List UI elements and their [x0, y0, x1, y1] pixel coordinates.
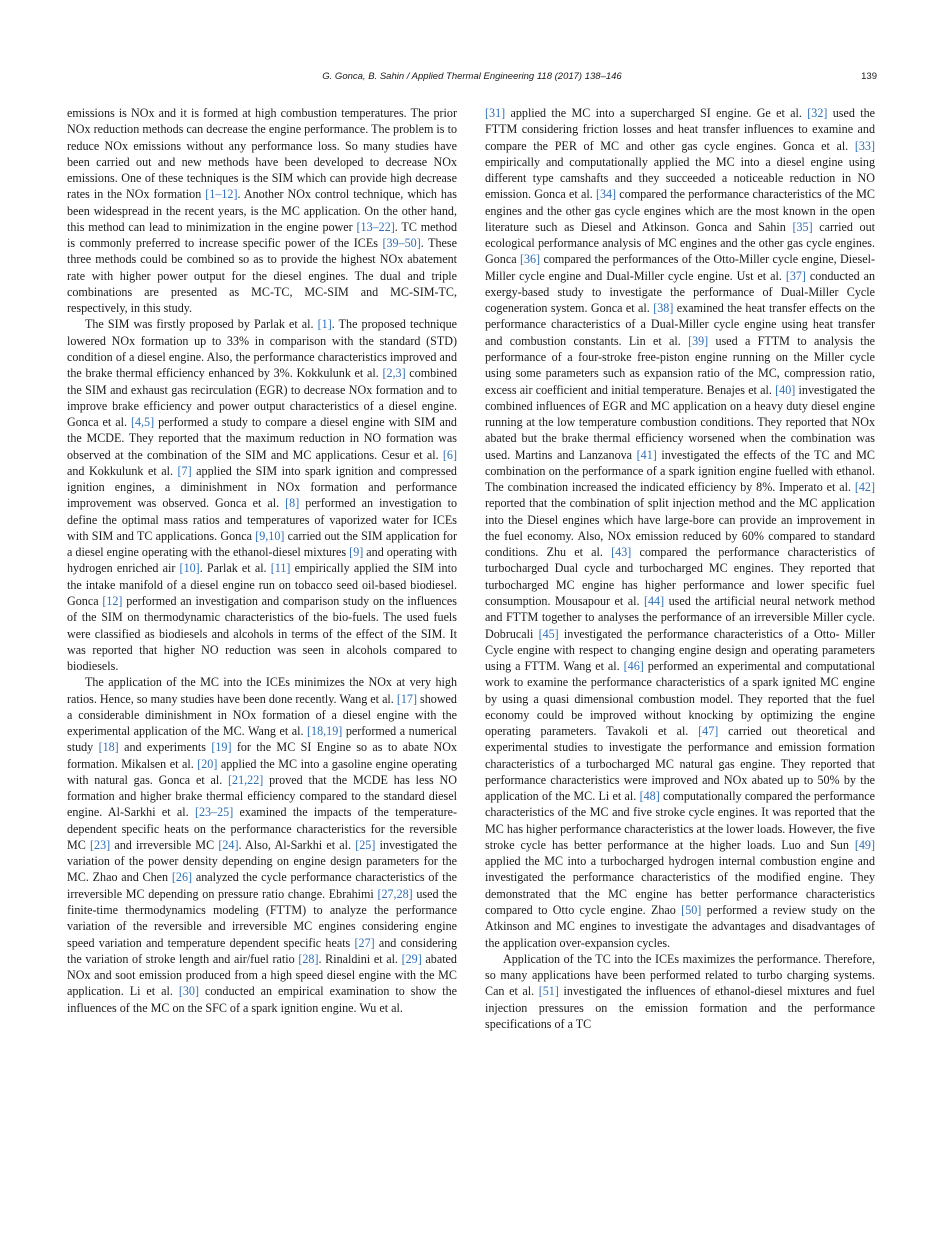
citation-link[interactable]: [1]	[317, 317, 332, 332]
body-text: proved that the MCDE has less NO formation and higher brake thermal efficiency compared to the standard diesel engine. Al-Sarkhi et al.	[67, 772, 458, 820]
body-text: compared the performance characteristics of turbocharged Dual cycle and turbocharged MC engines. They reported that turbocharged MC engine has higher performance and lower specific fuel consumption. Mousapour et al.	[485, 545, 876, 608]
left-text-column	[67, 105, 457, 1016]
body-text: and experiments	[118, 740, 212, 755]
citation-link[interactable]: [11]	[270, 561, 291, 576]
citation-link[interactable]: [17]	[396, 691, 417, 706]
page-number: 139	[861, 71, 877, 82]
citation-link[interactable]: [28]	[298, 951, 319, 966]
body-text: showed a considerable diminishment in NOx formation of a diesel engine with the experimental application of the MC. Wang et al.	[67, 691, 457, 739]
citation-link[interactable]: [23]	[90, 837, 111, 852]
citation-link[interactable]: [25]	[355, 837, 376, 852]
citation-link[interactable]: [21,22]	[228, 772, 264, 787]
body-text: investigated the influences of ethanol-diesel mixtures and fuel injection pressures on the emission formation and the performance specifications of a TC	[485, 984, 876, 1031]
body-text: carried out ecological performance analysis of MC engines and the other gas cycle engines. Gonca	[485, 219, 875, 267]
body-text: performed an investigation to define the optimal mass ratios and temperatures of vaporized water for ICEs with SIM and TC applications. Gonca	[67, 496, 457, 543]
body-text: abated NOx and soot emission produced from a high speed diesel engine with the MC application. Li et al.	[67, 951, 457, 999]
body-text: investigated the effects of the TC and MC combination on the performance of a spark ignition engine fuelled with ethanol. The combination increased the indicated efficiency by 8%. Imperato et al.	[485, 447, 875, 495]
body-text: investigated the combined influences of EGR and MC application on a heavy duty diesel engine running at the low temperature combustion conditions. They reported that NOx abated but the brake thermal efficiency worsened when the combination was used. Martins and Lanzanova	[485, 382, 876, 462]
right-text-column	[485, 105, 875, 1032]
body-text: . The proposed technique lowered NOx formation up to 33% in comparison with the standard (STD) condition of a diesel engine. Also, the performance characteristics improved and the brake thermal efficiency enhanced by 3%. Kokkulunk et al.	[67, 317, 457, 381]
citation-link[interactable]: [2,3]	[382, 366, 406, 381]
citation-link[interactable]: [39]	[688, 333, 709, 348]
body-text: used the finite-time thermodynamics modeling (FTTM) to analyze the performance variation of the reversible and irreversible MC engines considering engine speed variation and temperature dependent specific heats	[67, 886, 457, 950]
body-text: performed a review study on the Atkinson and MC engines to investigate the advantages and disadvantages of the application over-expansion cycles.	[485, 903, 875, 950]
body-text: applied the MC into a supercharged SI engine. Ge et al.	[505, 106, 808, 120]
citation-link[interactable]: [36]	[519, 252, 541, 267]
citation-link[interactable]: [41]	[636, 447, 657, 462]
body-text: used the artificial neural network method and FTTM together to analyses the performance of an irreversible Miller cycle. Dobrucali	[485, 593, 875, 641]
body-text: and considering the variation of stroke length and air/fuel ratio	[67, 935, 458, 966]
citation-link[interactable]: [20]	[197, 756, 218, 771]
citation-link[interactable]: [37]	[785, 268, 806, 283]
paragraph	[485, 105, 875, 951]
citation-link[interactable]: [43]	[611, 545, 632, 560]
body-text: empirically and computationally applied the MC into a diesel engine using different type camshafts and they succeeded a noticeable reduction in NO emission. Gonca et al.	[485, 154, 875, 202]
paragraph	[485, 951, 875, 1032]
body-text: and Kokkulunk et al.	[67, 463, 178, 478]
body-text: combined the SIM and exhaust gas recirculation (EGR) to decrease NOx formation and to improve brake efficiency and power output characteristics of a diesel engine. Gonca et al.	[67, 366, 457, 430]
citation-link[interactable]: [30]	[178, 984, 199, 999]
citation-link[interactable]: [7]	[177, 463, 192, 478]
citation-link[interactable]: [26]	[171, 870, 193, 885]
citation-link[interactable]: [27]	[354, 935, 375, 950]
body-text: applied the MC into a turbocharged hydrogen internal combustion engine and investigated the performance characteristics of the modified engine. They demonstrated that the MC engine has better performance characteristics compared to Otto cycle engine. Zhao	[485, 854, 875, 918]
paragraph	[67, 105, 457, 316]
citation-link[interactable]: [50]	[681, 903, 702, 918]
citation-link[interactable]: [33]	[854, 138, 875, 153]
body-text: performed a study to compare a diesel engine with SIM and the MCDE. They reported that the maximum reduction in NO formation was observed at the combination of the SIM and MC applications. Cesur et al.	[67, 415, 457, 462]
body-text: Application of the TC into the ICEs maximizes the performance. Therefore, so many applications have been performed related to turbo charging systems. Can et al.	[485, 951, 875, 999]
body-text: . These three methods could be combined so as to provide the highest NOx abatement rate with higher power output for the diesel engines. The dual and triple combinations are presented as MC-TC, MC-SIM and MC-SIM-TC, respectively, in this study.	[67, 236, 457, 316]
body-text: and irreversible MC	[110, 837, 219, 852]
body-text: . Rinaldini et al.	[318, 951, 402, 966]
citation-link[interactable]: [4,5]	[130, 415, 155, 430]
body-text: . Another NOx control technique, which has been widespread in the recent years, is the MC application. On the other hand, this method can lead to minimization in the engine power	[67, 187, 457, 234]
citation-link[interactable]: [46]	[623, 659, 644, 674]
citation-link[interactable]: [24]	[218, 837, 239, 852]
body-text: examined the heat transfer effects on the performance characteristics of a Dual-Miller cycle engine using heat transfer and combustion constants. Lin et al.	[485, 301, 876, 348]
citation-link[interactable]: [34]	[595, 187, 617, 202]
body-text: carried out theoretical and experimental studies to investigate the performance and emission formation characteristics of a turbocharged MC natural gas engine. They reported that performance characteristics were improved and NOx abated up to 50% by the application of the MC. Li et al.	[485, 724, 876, 804]
body-text: conducted an empirical examination to show the influences of the MC on the SFC of a spark ignition engine. Wu et al.	[67, 984, 458, 1015]
citation-link[interactable]: [51]	[538, 984, 559, 999]
body-text: investigated the variation of the power density depending on engine design parameters for the MC. Zhao and Chen	[67, 837, 458, 885]
citation-link[interactable]: [12]	[102, 593, 123, 608]
body-text: reported that the combination of split injection method and the MC application into the Diesel engines which have large-bore can provide an improvement in the fuel economy. Also, NOx emission reduced by 60% compared to standard conditions. Zhu et al.	[485, 496, 875, 560]
body-text: conducted an exergy-based study to investigate the performance of Dual-Miller Cycle cogeneration system. Gonca et al.	[485, 268, 875, 316]
paragraph	[67, 674, 457, 1016]
body-text: . Also, Al-Sarkhi et al.	[238, 837, 356, 852]
citation-link[interactable]: [31]	[485, 106, 506, 120]
citation-link[interactable]: [45]	[538, 626, 559, 641]
body-text: performed an investigation and comparison study on the influences of the SIM on thermodynamic characteristics of the bio-fuels. The used fuels were classified as biodiesels and alcohols in terms of the effect of the SIM. It was reported that higher NO reduction was seen in alcohols compared to biodiesels.	[67, 593, 457, 674]
body-text: . TC method is commonly preferred to increase specific power of the ICEs	[67, 219, 457, 251]
body-text: compared the performance characteristics of the MC engines and the other gas cycle engines which are the most known in the open literature such as Diesel and Atkinson. Gonca and Sahin	[485, 187, 875, 234]
body-text: The SIM was firstly proposed by Parlak et al.	[85, 317, 318, 332]
citation-link[interactable]: [23–25]	[194, 805, 234, 820]
citation-link[interactable]: [29]	[401, 951, 422, 966]
paragraph	[67, 316, 457, 674]
body-text: investigated the performance characteristics of a Otto- Miller Cycle engine with respect to changing engine design and operating parameters using a FTTM. Wang et al.	[485, 626, 875, 674]
body-text: for the MC SI Engine so as to abate NOx formation. Mikalsen et al.	[67, 740, 457, 771]
citation-link[interactable]: [39–50]	[382, 236, 421, 251]
citation-link[interactable]: [49]	[854, 837, 875, 852]
body-text: applied the MC into a gasoline engine operating with natural gas. Gonca et al.	[67, 756, 457, 787]
body-text: compared the performances of the Otto-Miller cycle engine, Diesel-Miller cycle engine and Dual-Miller cycle engine. Ust et al.	[485, 252, 875, 283]
citation-link[interactable]: [48]	[639, 789, 660, 804]
body-text: analyzed the cycle performance characteristics of the irreversible MC depending on pressure ratio change. Ebrahimi	[67, 870, 457, 901]
body-text: emissions is NOx and it is formed at high combustion temperatures. The prior NOx reduction methods can decrease the engine performance. The problem is to reduce NOx emissions without any performance loss. So many studies have been carried out and new methods have been developed to decrease NOx emissions. One of these techniques is the SIM which can provide high decrease rates in the NOx formation	[67, 106, 457, 202]
citation-link[interactable]: [32]	[807, 106, 828, 120]
body-text: used a FTTM to analysis the performance of a four-stroke free-piston engine running on the Miller cycle using some parameters such as expansion ratio of the MC, compression ratio, excess air coefficient and initial temperature. Benajes et al.	[485, 333, 876, 397]
body-text: examined the impacts of the temperature-dependent specific heats on the performance characteristics for the reversible MC	[67, 805, 457, 852]
citation-link[interactable]: [40]	[775, 382, 796, 397]
citation-link[interactable]: [13–22]	[356, 219, 395, 234]
citation-link[interactable]: [27,28]	[377, 886, 413, 901]
citation-link[interactable]: [9]	[349, 545, 364, 560]
body-text: . Parlak et al.	[199, 561, 271, 576]
citation-link[interactable]: [44]	[643, 593, 665, 608]
body-text: applied the SIM into spark ignition and compressed ignition engines, a diminishment in NOx formation and performance improvement was observed. Gonca et al.	[67, 463, 457, 511]
citation-link[interactable]: [38]	[653, 301, 674, 316]
citation-link[interactable]: [8]	[285, 496, 300, 511]
citation-link[interactable]: [42]	[854, 480, 875, 495]
body-text: used the FTTM considering friction losses and heat transfer influences to examine and compare the PER of MC and other gas cycle engines. Gonca et al.	[485, 106, 875, 153]
citation-link[interactable]: [10]	[179, 561, 200, 576]
body-text: computationally compared the performance characteristics of the MC and five stroke cycle engines. It was reported that the MC has higher performance characteristics at the lower loads. However, the five stroke cycle has better performance at the higher loads. Luo and Sun	[485, 789, 875, 852]
body-text: performed an experimental and computational work to examine the performance characteristics of a spark ignited MC engine by using a quasi dimensional combustion model. They reported that the fuel economy could be improved without knocking by optimizing the engine operating parameters. Tavakoli et al.	[485, 659, 875, 739]
citation-link[interactable]: [47]	[698, 724, 719, 739]
citation-link[interactable]: [18,19]	[307, 724, 343, 739]
citation-link[interactable]: [35]	[792, 219, 813, 234]
body-text: performed a numerical study	[67, 724, 457, 755]
citation-link[interactable]: [19]	[211, 740, 232, 755]
body-text: carried out the SIM application for a diesel engine operating with the ethanol-diesel mixtures	[67, 528, 457, 560]
journal-citation: G. Gonca, B. Sahin / Applied Thermal Engineering 118 (2017) 138–146	[322, 71, 622, 82]
citation-link[interactable]: [1–12]	[205, 187, 238, 202]
citation-link[interactable]: [9,10]	[255, 528, 285, 543]
body-text: and operating with hydrogen enriched air	[67, 545, 458, 576]
citation-link[interactable]: [6]	[442, 447, 457, 462]
citation-link[interactable]: [18]	[98, 740, 119, 755]
body-text: The application of the MC into the ICEs minimizes the NOx at very high ratios. Hence, so many studies have been done recently. Wang et al.	[67, 675, 457, 706]
running-header	[67, 71, 877, 87]
body-text: empirically applied the SIM into the intake manifold of a diesel engine run on tobacco seed oil-based biodiesel. Gonca	[67, 561, 457, 608]
